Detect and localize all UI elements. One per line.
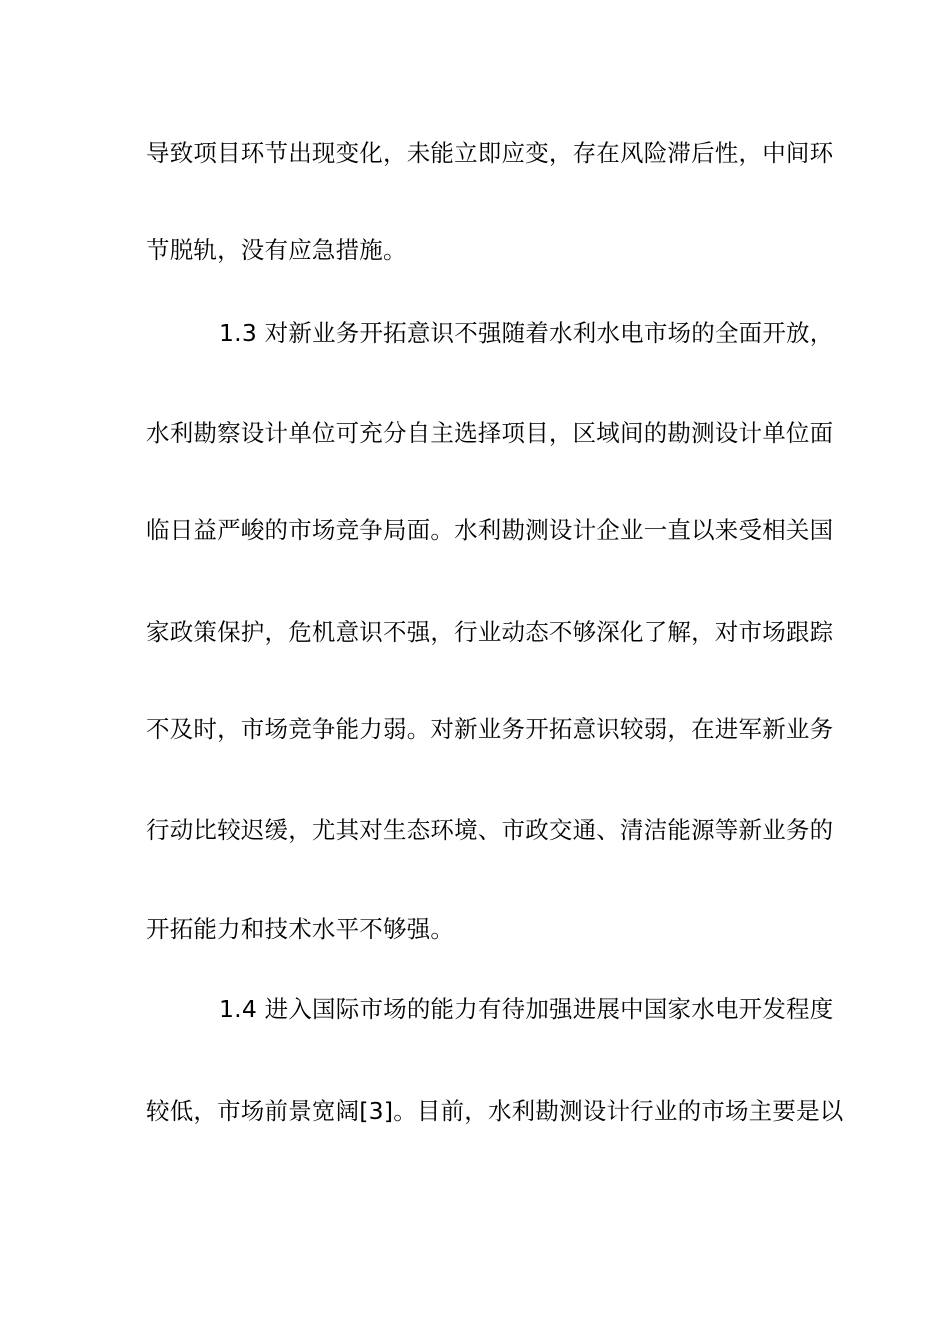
text-line: 行动比较迟缓，尤其对生态环境、市政交通、清洁能源等新业务的	[146, 816, 834, 844]
text-line: 水利勘察设计单位可充分自主选择项目，区域间的勘测设计单位面	[146, 419, 834, 447]
text-line: 临日益严峻的市场竞争局面。水利勘测设计企业一直以来受相关国	[146, 516, 834, 544]
text-line: 较低，市场前景宽阔[3]。目前，水利勘测设计行业的市场主要是以	[146, 1097, 844, 1125]
text-line: 家政策保护，危机意识不强，行业动态不够深化了解，对市场跟踪	[146, 618, 834, 646]
text-line: 开拓能力和技术水平不够强。	[146, 915, 455, 943]
text-line: 节脱轨，没有应急措施。	[146, 236, 407, 264]
text-line: 不及时，市场竞争能力弱。对新业务开拓意识较弱，在进军新业务	[146, 715, 834, 743]
paragraph-heading-1-4: 1.4 进入国际市场的能力有待加强进展中国家水电开发程度	[219, 995, 834, 1023]
text-line: 导致项目环节出现变化，未能立即应变，存在风险滞后性，中间环	[146, 139, 834, 167]
paragraph-heading-1-3: 1.3 对新业务开拓意识不强随着水利水电市场的全面开放，	[219, 319, 834, 347]
